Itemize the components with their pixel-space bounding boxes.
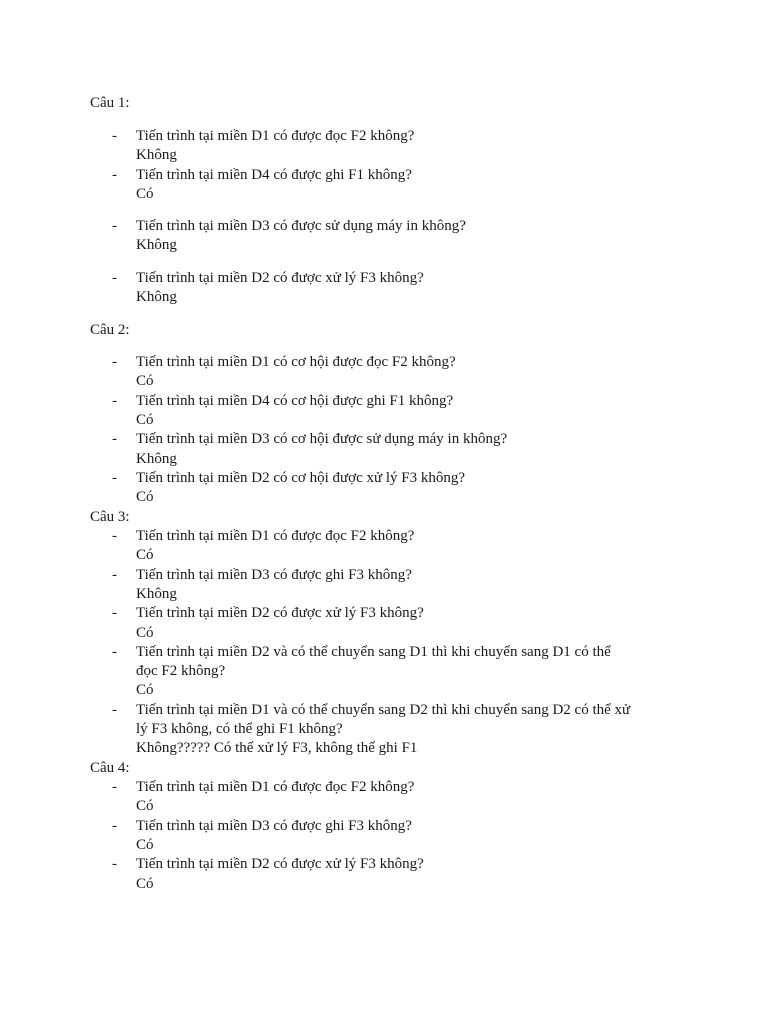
bullet-dash: -	[112, 644, 117, 660]
question-text: Tiến trình tại miền D1 và có thể chuyển sang D2 thì khi chuyển sang D2 có thể xử	[136, 702, 631, 718]
answer-text: Không	[136, 237, 177, 253]
answer-text: Có	[136, 547, 154, 563]
bullet-dash: -	[112, 818, 117, 834]
section-1-title: Câu 1:	[90, 95, 130, 111]
question-text: Tiến trình tại miền D2 có được xử lý F3 không?	[136, 605, 424, 621]
bullet-dash: -	[112, 128, 117, 144]
question-text: Tiến trình tại miền D1 có được đọc F2 không?	[136, 128, 415, 144]
question-text-continued: lý F3 không, có thể ghi F1 không?	[136, 721, 343, 737]
bullet-dash: -	[112, 354, 117, 370]
bullet-dash: -	[112, 702, 117, 718]
bullet-dash: -	[112, 218, 117, 234]
question-text: Tiến trình tại miền D2 có cơ hội được xử lý F3 không?	[136, 470, 466, 486]
bullet-dash: -	[112, 567, 117, 583]
question-text: Tiến trình tại miền D4 có được ghi F1 không?	[136, 167, 412, 183]
answer-text: Không	[136, 147, 177, 163]
bullet-dash: -	[112, 779, 117, 795]
section-4-title: Câu 4:	[90, 760, 130, 776]
bullet-dash: -	[112, 856, 117, 872]
answer-text: Không	[136, 586, 177, 602]
bullet-dash: -	[112, 431, 117, 447]
question-text: Tiến trình tại miền D2 có được xử lý F3 không?	[136, 856, 424, 872]
answer-text: Có	[136, 837, 154, 853]
bullet-dash: -	[112, 270, 117, 286]
bullet-dash: -	[112, 393, 117, 409]
question-text: Tiến trình tại miền D3 có được sử dụng máy in không?	[136, 218, 466, 234]
question-text: Tiến trình tại miền D3 có được ghi F3 không?	[136, 567, 412, 583]
question-text: Tiến trình tại miền D1 có được đọc F2 không?	[136, 779, 415, 795]
answer-text: Có	[136, 798, 154, 814]
bullet-dash: -	[112, 528, 117, 544]
answer-text: Có	[136, 625, 154, 641]
question-text: Tiến trình tại miền D2 có được xử lý F3 không?	[136, 270, 424, 286]
bullet-dash: -	[112, 167, 117, 183]
bullet-dash: -	[112, 470, 117, 486]
question-text: Tiến trình tại miền D3 có được ghi F3 không?	[136, 818, 412, 834]
answer-text: Có	[136, 373, 154, 389]
question-text: Tiến trình tại miền D2 và có thể chuyển sang D1 thì khi chuyển sang D1 có thể	[136, 644, 611, 660]
question-text: Tiến trình tại miền D3 có cơ hội được sử dụng máy in không?	[136, 431, 508, 447]
answer-text: Có	[136, 412, 154, 428]
question-text: Tiến trình tại miền D4 có cơ hội được ghi F1 không?	[136, 393, 454, 409]
question-text: Tiến trình tại miền D1 có được đọc F2 không?	[136, 528, 415, 544]
bullet-dash: -	[112, 605, 117, 621]
answer-text: Có	[136, 186, 154, 202]
answer-text: Không	[136, 451, 177, 467]
question-text: Tiến trình tại miền D1 có cơ hội được đọc F2 không?	[136, 354, 456, 370]
section-3-title: Câu 3:	[90, 509, 130, 525]
answer-text: Không????? Có thể xử lý F3, không thể ghi F1	[136, 740, 418, 756]
answer-text: Không	[136, 289, 177, 305]
question-text-continued: đọc F2 không?	[136, 663, 226, 679]
section-2-title: Câu 2:	[90, 322, 130, 338]
answer-text: Có	[136, 682, 154, 698]
answer-text: Có	[136, 489, 154, 505]
answer-text: Có	[136, 876, 154, 892]
